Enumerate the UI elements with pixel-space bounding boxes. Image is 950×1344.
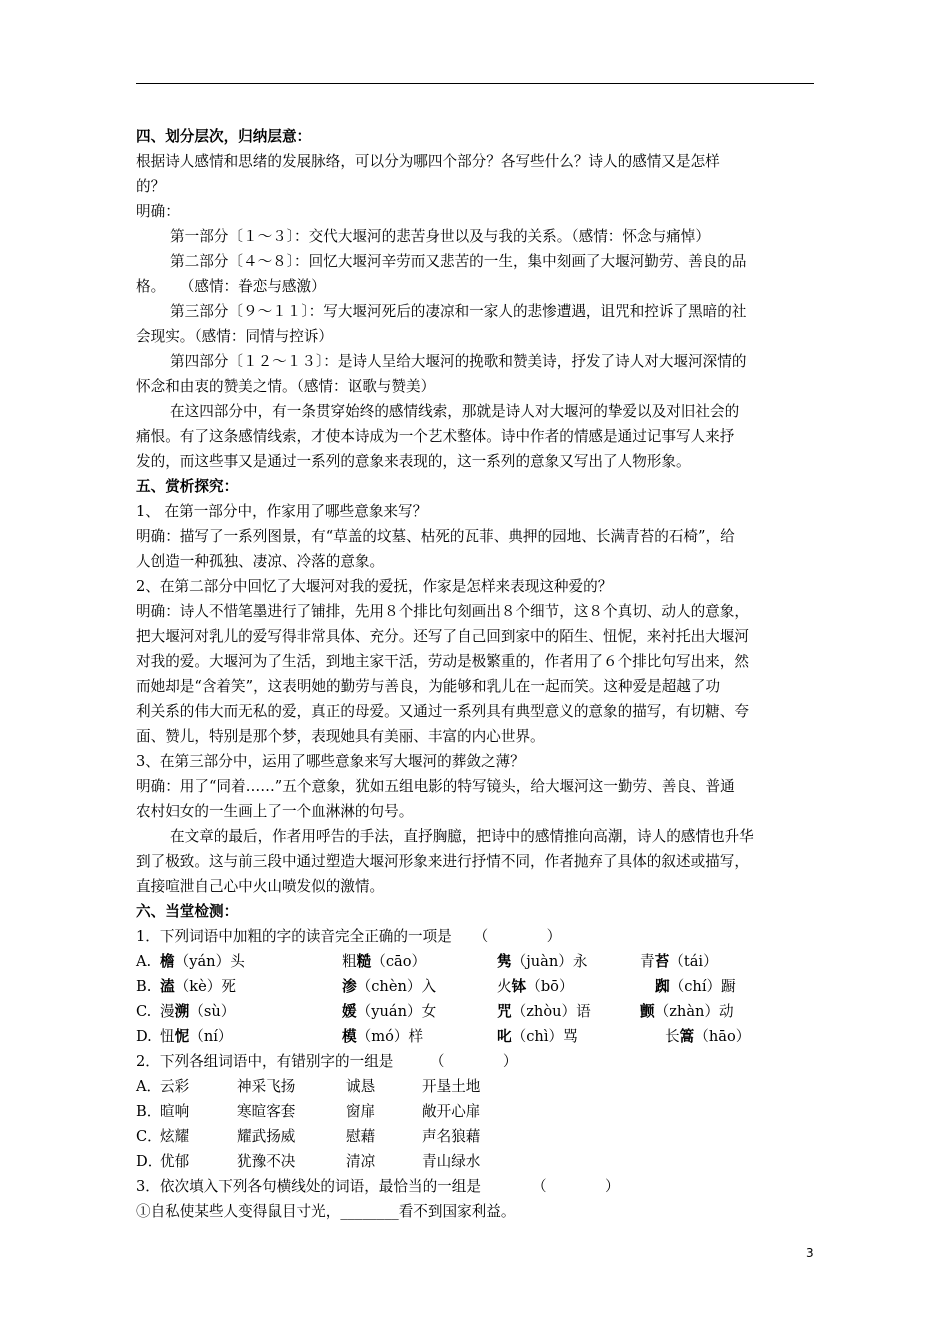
answer-line: 明确：描写了一系列图景，有“草盖的坟墓、枯死的瓦菲、典押的园地、长满青苔的石椅”，给	[136, 528, 735, 545]
paragraph-line: 的？	[136, 178, 166, 195]
test-question-2: 2．下列各组词语中，有错别字的一组是 （ ）	[136, 1053, 518, 1070]
option-label: D.	[136, 1028, 152, 1045]
option-word: 优郁	[160, 1153, 190, 1170]
option-word: 渗（chèn）入	[342, 978, 437, 995]
section-6-title: 六、当堂检测：	[136, 903, 239, 920]
option-word: 炫耀	[160, 1128, 190, 1145]
paragraph-line: 根据诗人感情和思绪的发展脉络，可以分为哪四个部分？各写些什么？诗人的感情又是怎样	[136, 153, 720, 170]
option-word: 隽（juàn）永	[497, 953, 588, 970]
option-word: 青苔（tái）	[640, 953, 718, 970]
paragraph-line: 直接喧泄自己心中火山喷发似的激情。	[136, 878, 385, 895]
option-word: 声名狼藉	[422, 1128, 481, 1145]
question-line: 2、在第二部分中回忆了大堰河对我的爱抚，作家是怎样来表现这种爱的？	[136, 578, 613, 595]
option-word: 敞开心扉	[422, 1103, 481, 1120]
paragraph-line: 在文章的最后，作者用呼告的手法，直抒胸臆，把诗中的感情推向高潮，诗人的感情也升华	[170, 828, 754, 845]
option-word: 媛（yuán）女	[342, 1003, 437, 1020]
paragraph-line: 第二部分〔４～８〕：回忆大堰河辛劳而又悲苦的一生，集中刻画了大堰河勤劳、善良的品	[170, 253, 747, 270]
answer-line: 人创造一种孤独、凄凉、冷落的意象。	[136, 553, 385, 570]
header-rule	[136, 83, 814, 84]
option-word: 寒暄客套	[237, 1103, 296, 1120]
option-word: 窗扉	[346, 1103, 376, 1120]
option-word: 暄响	[160, 1103, 190, 1120]
option-label: A．	[136, 1078, 162, 1095]
option-label: D．	[136, 1153, 163, 1170]
section-5-title: 五、赏析探究：	[136, 478, 239, 495]
option-word: 神采飞扬	[237, 1078, 296, 1095]
test-question-3: 3．依次填入下列各句横线处的词语，最恰当的一组是 （ ）	[136, 1178, 620, 1195]
option-word: 犹豫不决	[237, 1153, 296, 1170]
paragraph-line: 痛恨。有了这条感情线索，才使本诗成为一个艺术整体。诗中作者的情感是通过记事写人来抒	[136, 428, 735, 445]
paragraph-line: 发的，而这些事又是通过一系列的意象来表现的，这一系列的意象又写出了人物形象。	[136, 453, 691, 470]
paragraph-line: 明确：	[136, 203, 180, 220]
test-question-3-item-1: ①自私使某些人变得鼠目寸光，________看不到国家利益。	[136, 1203, 516, 1220]
test-question-1: 1．下列词语中加粗的字的读音完全正确的一项是 （ ）	[136, 928, 562, 945]
option-word: 火钵（bō）	[497, 978, 574, 995]
option-word: 叱（chì）骂	[497, 1028, 578, 1045]
question-line: 1、 在第一部分中，作家用了哪些意象来写？	[136, 503, 428, 520]
page-number: 3	[806, 1246, 814, 1260]
option-word: 长篙（hāo）	[665, 1028, 751, 1045]
option-word: 慰藉	[346, 1128, 376, 1145]
option-label: C．	[136, 1128, 162, 1145]
answer-line: 利关系的伟大而无私的爱，真正的母爱。又通过一系列具有典型意义的意象的描写，有切糖、夸	[136, 703, 749, 720]
answer-line: 对我的爱。大堰河为了生活，到地主家干活，劳动是极繁重的，作者用了６个排比句写出来，然	[136, 653, 749, 670]
option-word: 清凉	[346, 1153, 376, 1170]
option-label: B．	[136, 1103, 162, 1120]
option-label: A.	[136, 953, 152, 970]
option-word: 粗糙（cāo）	[342, 953, 427, 970]
option-word: 诚恳	[346, 1078, 376, 1095]
answer-line: 面、赞儿，特别是那个梦，表现她具有美丽、丰富的内心世界。	[136, 728, 545, 745]
answer-line: 农村妇女的一生画上了一个血淋淋的句号。	[136, 803, 414, 820]
answer-line: 明确：用了“同着……”五个意象，犹如五组电影的特写镜头，给大堰河这一勤劳、善良、普通	[136, 778, 735, 795]
paragraph-line: 会现实。（感情：同情与控诉）	[136, 328, 334, 345]
question-line: 3、在第三部分中，运用了哪些意象来写大堰河的葬敛之薄？	[136, 753, 525, 770]
option-word: 云彩	[160, 1078, 190, 1095]
option-label: B.	[136, 978, 152, 995]
option-word: 咒（zhòu）语	[497, 1003, 591, 1020]
option-word: 模（mó）样	[342, 1028, 424, 1045]
paragraph-line: 到了极致。这与前三段中通过塑造大堰河形象来进行抒情不同，作者抛弃了具体的叙述或描写，	[136, 853, 749, 870]
option-word: 溘（kè）死	[160, 978, 236, 995]
option-word: 忸怩（ní）	[160, 1028, 233, 1045]
option-word: 耀武扬威	[237, 1128, 296, 1145]
answer-line: 把大堰河对乳儿的爱写得非常具体、充分。还写了自己回到家中的陌生、忸怩，来衬托出大堰河	[136, 628, 749, 645]
paragraph-line: 在这四部分中，有一条贯穿始终的感情线索，那就是诗人对大堰河的挚爱以及对旧社会的	[170, 403, 740, 420]
answer-line: 而她却是“含着笑”，这表明她的勤劳与善良，为能够和乳儿在一起而笑。这种爱是超越了功	[136, 678, 721, 695]
paragraph-line: 第一部分〔１～３〕：交代大堰河的悲苦身世以及与我的关系。（感情：怀念与痛悼）	[170, 228, 710, 245]
paragraph-line: 怀念和由衷的赞美之情。（感情：讴歌与赞美）	[136, 378, 436, 395]
section-4-title: 四、划分层次，归纳层意：	[136, 128, 312, 145]
paragraph-line: 第三部分〔９～１１〕：写大堰河死后的凄凉和一家人的悲惨遭遇，诅咒和控诉了黑暗的社	[170, 303, 747, 320]
paragraph-line: 格。 （感情：眷恋与感激）	[136, 278, 326, 295]
option-word: 漫溯（sù）	[160, 1003, 236, 1020]
option-label: C.	[136, 1003, 152, 1020]
option-word: 檐（yán）头	[160, 953, 245, 970]
option-word: 颤（zhàn）动	[640, 1003, 734, 1020]
option-word: 踟（chí）蹰	[655, 978, 736, 995]
option-word: 开垦土地	[422, 1078, 481, 1095]
option-word: 青山绿水	[422, 1153, 481, 1170]
paragraph-line: 第四部分〔１２～１３〕：是诗人呈给大堰河的挽歌和赞美诗，抒发了诗人对大堰河深情的	[170, 353, 747, 370]
answer-line: 明确：诗人不惜笔墨进行了铺排，先用８个排比句刻画出８个细节，这８个真切、动人的意象，	[136, 603, 749, 620]
